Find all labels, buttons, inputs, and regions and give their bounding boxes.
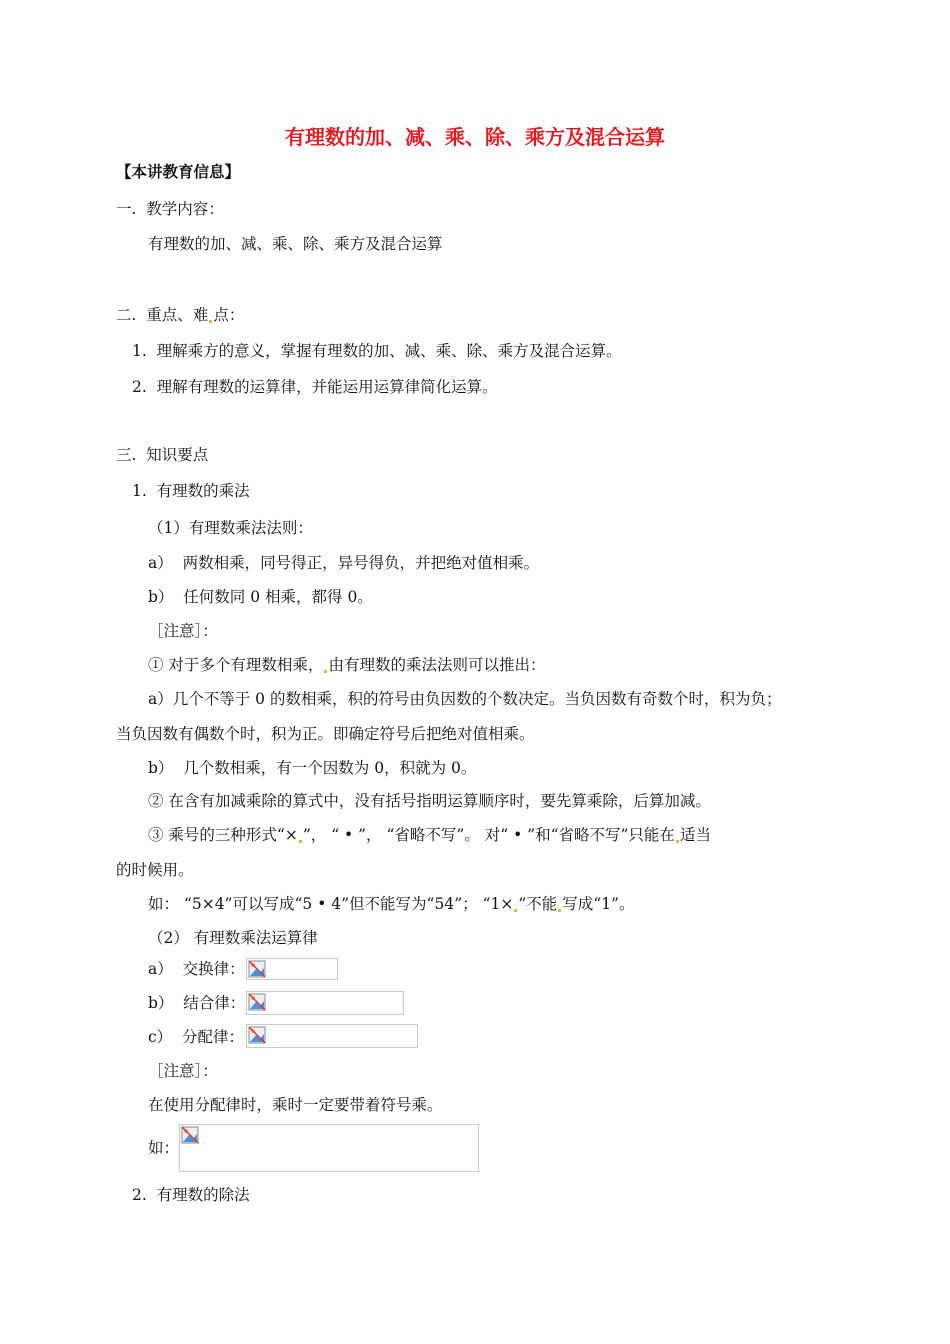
rule-heading: （1）有理数乘法法则：: [148, 519, 313, 537]
example-line: [148, 894, 634, 914]
law-label: a）: [148, 960, 173, 978]
formula-image-placeholder: [179, 1124, 479, 1172]
note-text: ① 对于多个有理数相乘，: [148, 656, 324, 674]
law-heading: （2） 有理数乘法运算律: [148, 929, 318, 947]
law-label: b）: [148, 994, 174, 1012]
formula-image-placeholder: [246, 1024, 418, 1048]
note-a-line-2: 当负因数有偶数个时，积为正。即确定符号后把绝对值相乘。: [116, 725, 535, 743]
edit-mark: [209, 320, 212, 323]
note-item-1: [148, 655, 545, 675]
section-1-body: 有理数的加、减、乘、除、乘方及混合运算: [148, 235, 443, 253]
item-text: 理解有理数的运算律，并能运用运算律简化运算。: [156, 378, 498, 396]
section-2-item-1: [132, 341, 622, 361]
broken-image-icon: [248, 993, 266, 1011]
section-2-item-2: [132, 377, 498, 397]
note-text: ”， “ • ”， “省略不写”。 对“ • ”和“省略不写”只能在: [302, 826, 675, 844]
note-heading: ［注意］：: [148, 622, 218, 640]
section-2-heading: [116, 305, 244, 325]
rule-label: a）: [148, 554, 173, 572]
section-1-heading: [116, 199, 224, 219]
law-associative: [148, 993, 245, 1013]
formula-image-placeholder: [246, 958, 338, 980]
subsection-title: 有理数的乘法: [156, 482, 250, 500]
note-text: 几个数相乘，有一个因数为 0，积就为 0。: [183, 759, 477, 777]
page-title: 有理数的加、减、乘、除、乘方及混合运算: [285, 125, 665, 149]
section-2-number: 二.: [116, 306, 137, 324]
subsection-2-heading: [132, 1185, 250, 1205]
note-2-body: 在使用分配律时，乘时一定要带着符号乘。: [148, 1096, 443, 1114]
subsection-title: 有理数的除法: [156, 1186, 250, 1204]
section-3-title: 知识要点: [146, 446, 209, 464]
section-1-number: 一.: [116, 200, 137, 218]
rule-b: [148, 587, 373, 607]
example-text: ”不能: [518, 895, 558, 913]
example-text: 如： “5×4”可以写成“5 • 4”但不能写为“54”； “1×: [148, 895, 514, 913]
item-text: 理解乘方的意义，掌握有理数的加、减、乘、除、乘方及混合运算。: [156, 342, 622, 360]
subsection-number: 1.: [132, 482, 147, 500]
law-text: 结合律：: [183, 994, 246, 1012]
example-text: 写成“1”。: [562, 895, 635, 913]
law-distributive: [148, 1027, 244, 1047]
broken-image-icon: [248, 960, 266, 978]
law-commutative: [148, 959, 245, 979]
section-2-title-a: 重点、难: [146, 306, 209, 324]
rule-text: 两数相乘，同号得正，异号得负，并把绝对值相乘。: [182, 554, 540, 572]
formula-image-placeholder: [246, 991, 404, 1015]
subsection-1-heading: [132, 481, 250, 501]
note-text: ③ 乘号的三种形式“×: [148, 826, 298, 844]
item-number: 1.: [132, 342, 147, 360]
example-2-label: 如：: [148, 1139, 180, 1157]
section-3-heading: [116, 445, 208, 465]
rule-label: b）: [148, 588, 174, 606]
section-2-title-b: 点：: [213, 306, 245, 324]
section-header: 【本讲教育信息】: [116, 163, 241, 181]
edit-mark: [514, 909, 517, 912]
subsection-number: 2.: [132, 1186, 147, 1204]
section-1-title: 教学内容：: [146, 200, 224, 218]
note-item-2: ② 在含有加减乘除的算式中，没有括号指明运算顺序时，要先算乘除，后算加减。: [148, 792, 711, 810]
note-text: 适当: [679, 826, 711, 844]
law-text: 分配律：: [182, 1028, 245, 1046]
note-2-heading: ［注意］：: [148, 1062, 218, 1080]
edit-mark: [324, 670, 327, 673]
edit-mark: [299, 840, 302, 843]
note-a-line-1: a）几个不等于 0 的数相乘，积的符号由负因数的个数决定。当负因数有奇数个时，积为负；: [148, 690, 782, 708]
note-item-3-line-2: 的时候用。: [116, 861, 194, 879]
note-text: 由有理数的乘法法则可以推出：: [328, 656, 546, 674]
edit-mark: [676, 840, 679, 843]
section-3-number: 三.: [116, 446, 137, 464]
broken-image-icon: [248, 1026, 266, 1044]
rule-text: 任何数同 0 相乘，都得 0。: [183, 588, 373, 606]
item-number: 2.: [132, 378, 147, 396]
law-label: c）: [148, 1028, 173, 1046]
broken-image-icon: [181, 1126, 199, 1144]
note-item-3: [148, 825, 711, 845]
rule-a: [148, 553, 539, 573]
note-label: b）: [148, 759, 174, 777]
law-text: 交换律：: [182, 960, 245, 978]
edit-mark: [558, 909, 561, 912]
note-b: [148, 758, 476, 778]
